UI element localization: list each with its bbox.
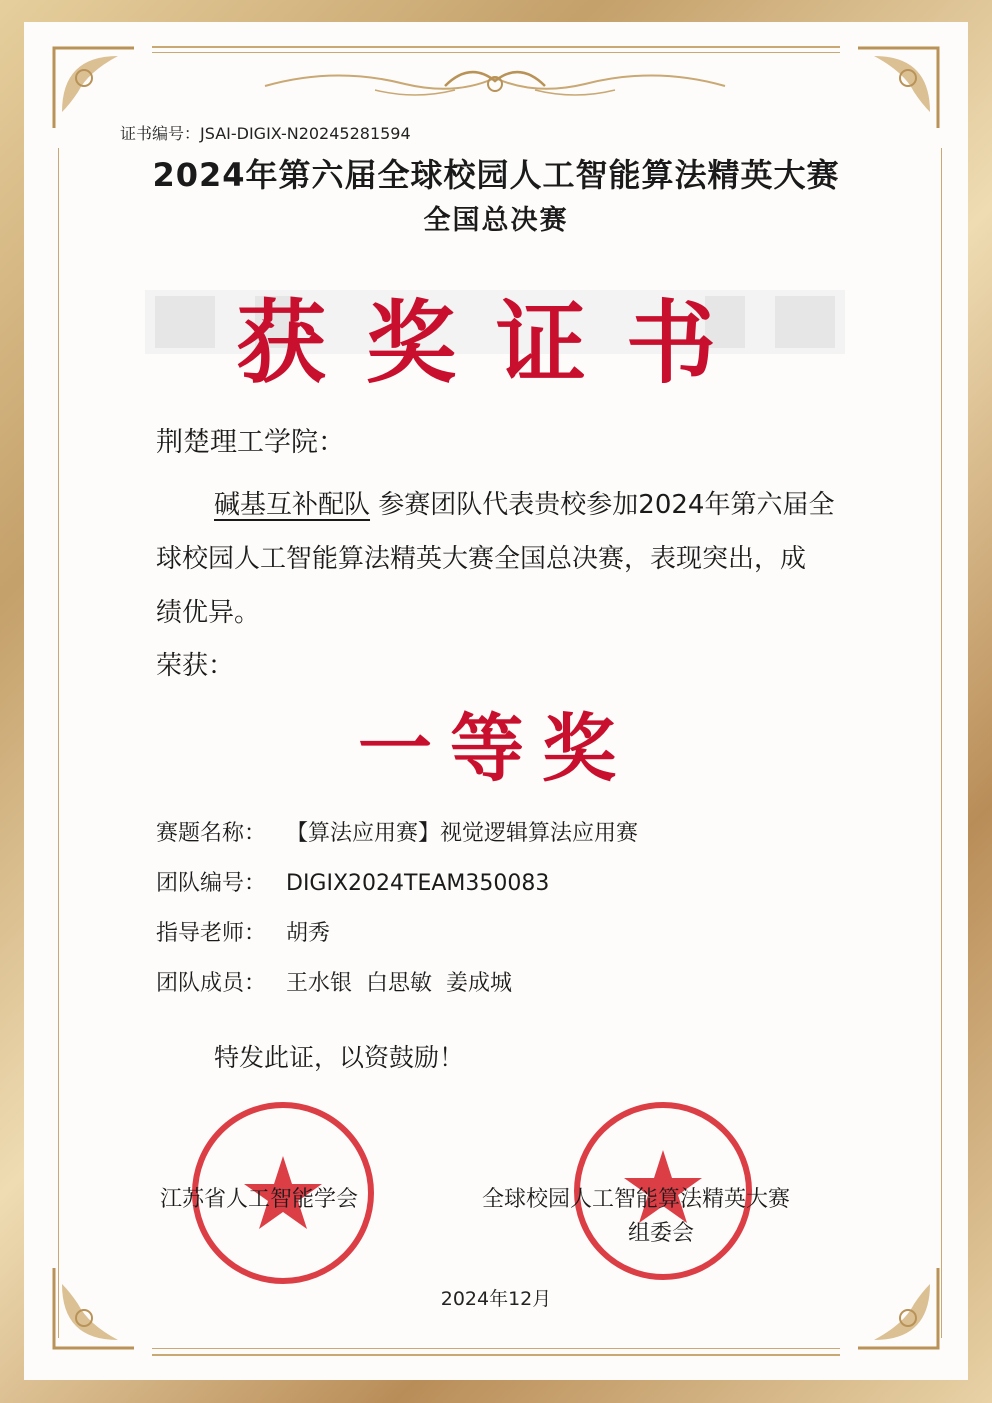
bottom-border-line-thin: [152, 1348, 840, 1349]
info-label: 赛题名称：: [156, 821, 267, 846]
award-label: 荣获：: [156, 651, 235, 681]
issue-date: 2024年12月: [440, 1288, 552, 1310]
team-name: 碱基互补配队: [214, 490, 371, 520]
recipient-name: 荆楚理工学院：: [156, 427, 345, 458]
certificate-number-value: JSAI-DIGIX-N20245281594: [200, 124, 411, 143]
info-value: DIGIX2024TEAM350083: [286, 871, 550, 896]
info-row-advisor: [156, 916, 330, 947]
certificate-number: [120, 121, 411, 144]
organizer-right-line1: 全球校园人工智能算法精英大赛: [482, 1187, 791, 1212]
info-label: 团队编号：: [156, 871, 267, 896]
competition-subtitle: 全国总决赛: [423, 205, 569, 236]
closing-statement: 特发此证，以资鼓励！: [214, 1043, 465, 1072]
award-title: 一等奖: [358, 706, 634, 792]
info-value: 王水银 白思敏 姜成城: [286, 971, 512, 996]
organizer-right-line2: 组委会: [628, 1221, 695, 1246]
top-ornament: [255, 56, 735, 106]
body-line-3: 绩优异。: [156, 598, 261, 628]
info-row-topic: [156, 816, 638, 847]
corner-ornament-top-right: [852, 42, 944, 134]
body-line-1: [214, 484, 834, 521]
body-line-2: 球校园人工智能算法精英大赛全国总决赛，表现突出，成: [156, 544, 807, 574]
body-line-1-text: 参赛团队代表贵校参加2024年第六届全: [370, 490, 835, 520]
info-value: 【算法应用赛】视觉逻辑算法应用赛: [286, 821, 639, 846]
info-label: 指导老师：: [156, 921, 267, 946]
info-value: 胡秀: [286, 921, 331, 946]
info-row-members: [156, 966, 512, 997]
certificate-heading: 获奖证书: [236, 290, 756, 396]
top-border-line: [152, 46, 840, 48]
info-label: 团队成员：: [156, 971, 267, 996]
certificate-number-label: 证书编号：: [120, 124, 201, 143]
top-border-line-thin: [152, 52, 840, 53]
bottom-border-line: [152, 1354, 840, 1356]
info-row-team-id: [156, 866, 549, 897]
competition-title: 2024年第六届全球校园人工智能算法精英大赛: [152, 156, 840, 194]
organizer-left: 江苏省人工智能学会: [160, 1187, 359, 1212]
